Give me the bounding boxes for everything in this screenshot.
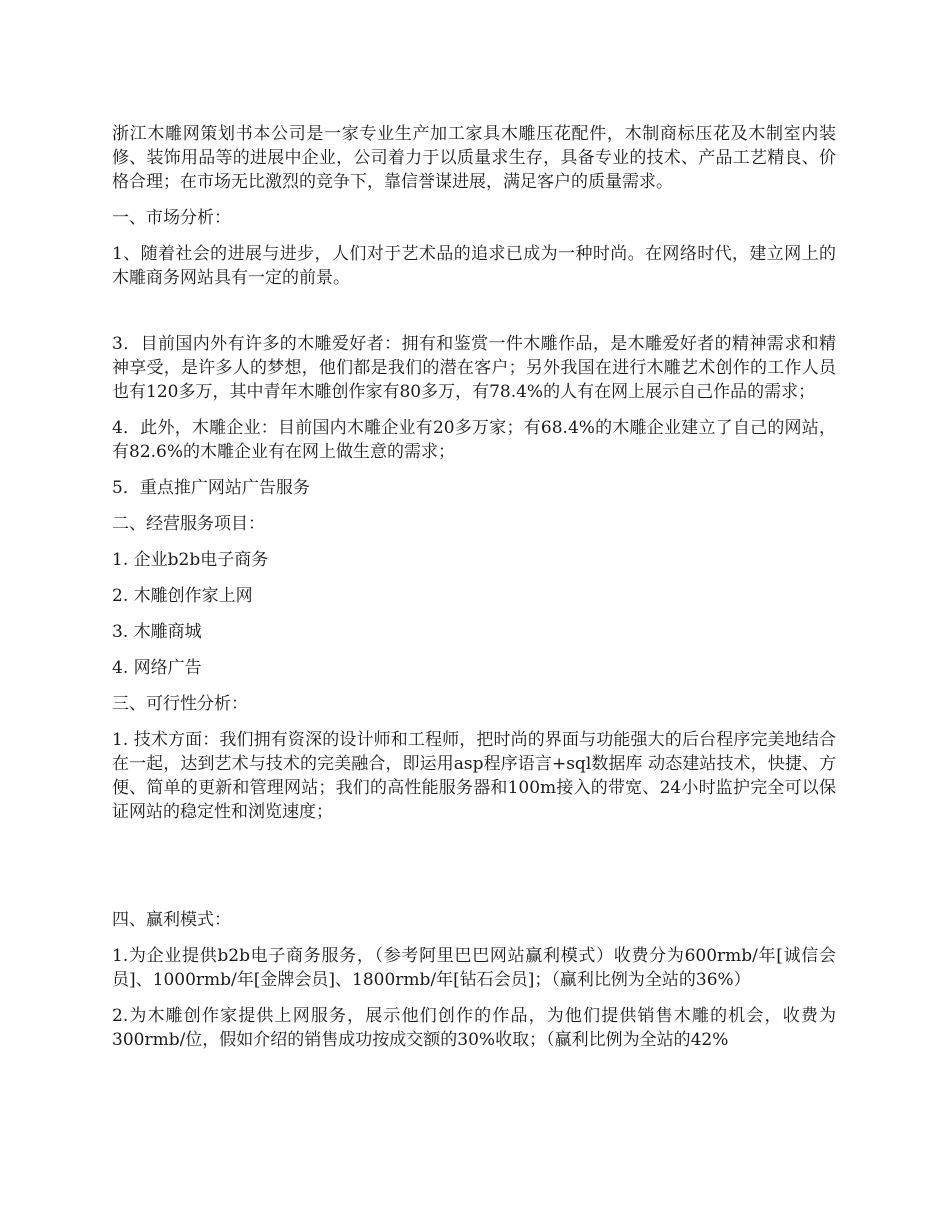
spacer xyxy=(112,302,836,332)
section-heading-services: 二、经营服务项目： xyxy=(112,514,265,534)
document-body xyxy=(112,122,836,1064)
profit-point-2: 2.为木雕创作家提供上网服务，展示他们创作的作品，为他们提供销售木雕的机会，收费为300rmb/位，假如介绍的销售成功按成交额的30%收取；（赢利比例为全站的42% xyxy=(112,1006,836,1050)
market-point-4: 4．此外，木雕企业：目前国内木雕企业有20多万家；有68.4%的木雕企业建立了自己的网站，有82.6%的木雕企业有在网上做生意的需求； xyxy=(112,418,836,462)
feasibility-point-1: 1. 技术方面：我们拥有资深的设计师和工程师，把时尚的界面与功能强大的后台程序完美地结合在一起，达到艺术与技术的完美融合，即运用asp程序语言+sql数据库 动态建站技术，快捷、方便、简单的更新和管理网站；我们的高性能服务器和100m接入的带宽、24小时监护完全可以保证网站的稳定性和浏览速度； xyxy=(112,730,836,822)
section-heading-feasibility: 三、可行性分析： xyxy=(112,694,248,714)
section-heading-profit-model: 四、赢利模式： xyxy=(112,910,231,930)
service-item-3: 3. 木雕商城 xyxy=(112,622,202,642)
intro-paragraph: 浙江木雕网策划书本公司是一家专业生产加工家具木雕压花配件，木制商标压花及木制室内装修、装饰用品等的进展中企业，公司着力于以质量求生存，具备专业的技术、产品工艺精良、价格合理；在市场无比激烈的竞争下，靠信誉谋进展，满足客户的质量需求。 xyxy=(112,124,836,192)
market-point-1: 1、随着社会的进展与进步，人们对于艺术品的追求已成为一种时尚。在网络时代，建立网上的木雕商务网站具有一定的前景。 xyxy=(112,244,836,288)
section-heading-market-analysis: 一、市场分析： xyxy=(112,208,231,228)
spacer xyxy=(112,836,836,908)
market-point-3: 3．目前国内外有许多的木雕爱好者：拥有和鉴赏一件木雕作品，是木雕爱好者的精神需求和精神享受，是许多人的梦想，他们都是我们的潜在客户；另外我国在进行木雕艺术创作的工作人员也有120多万，其中青年木雕创作家有80多万，有78.4%的人有在网上展示自己作品的需求； xyxy=(112,334,836,402)
market-point-5: 5．重点推广网站广告服务 xyxy=(112,478,310,498)
service-item-4: 4. 网络广告 xyxy=(112,658,202,678)
service-item-2: 2. 木雕创作家上网 xyxy=(112,586,253,606)
service-item-1: 1. 企业b2b电子商务 xyxy=(112,550,269,570)
profit-point-1: 1.为企业提供b2b电子商务服务，（参考阿里巴巴网站赢利模式）收费分为600rmb/年[诚信会员]、1000rmb/年[金牌会员]、1800rmb/年[钻石会员]；（赢利比例为全站的36%） xyxy=(112,946,836,990)
